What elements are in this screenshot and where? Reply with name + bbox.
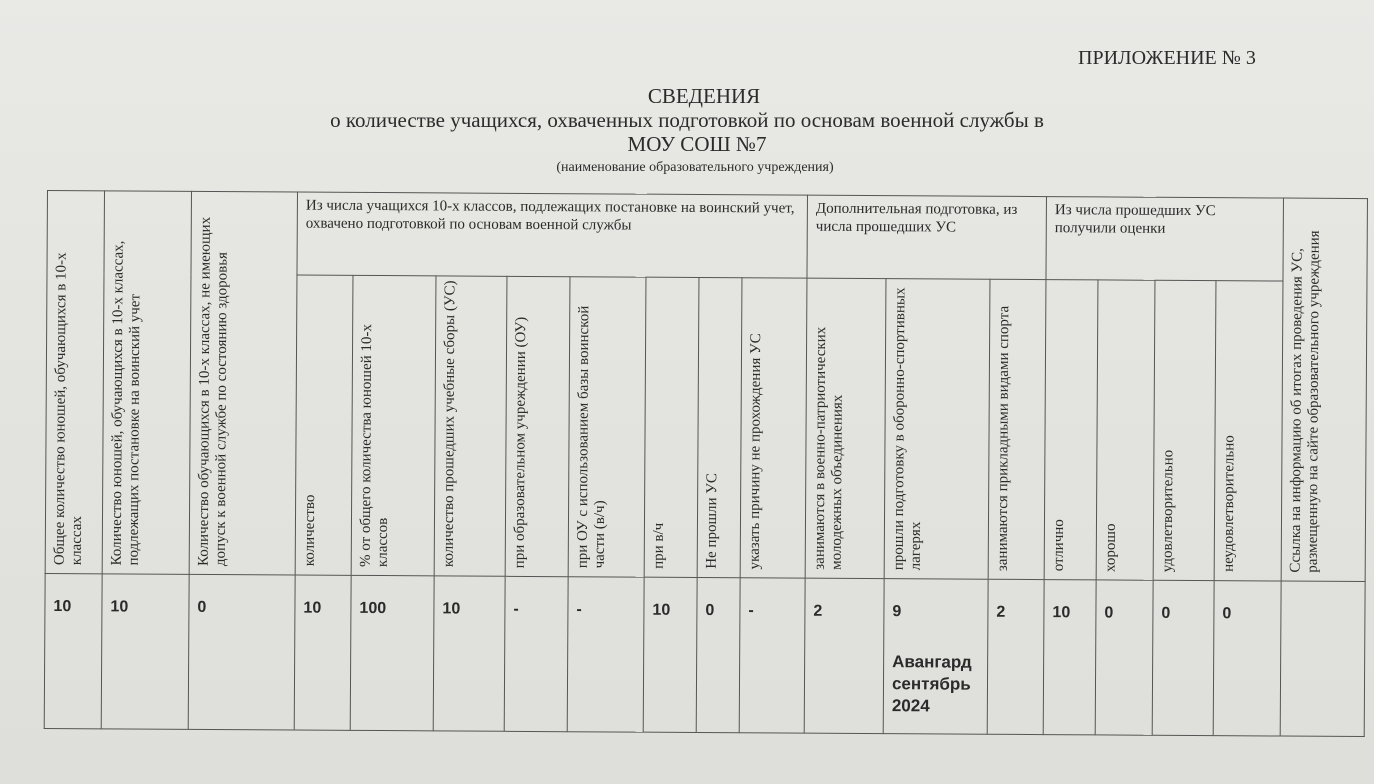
table-row <box>44 573 1365 736</box>
title-line-4: (наименование образовательного учреждения) <box>556 160 834 175</box>
cell-count: 10 <box>294 575 351 730</box>
header-excellent: отлично <box>1044 280 1098 580</box>
header-group-coverage: Из числа учащихся 10-х классов, подлежащих постановке на воинский учет, охвачено подготовкой по основам военной службы <box>297 192 808 278</box>
header-satisfactory: удовлетворительно <box>1153 280 1216 580</box>
cell-nohealth: 0 <box>188 574 295 730</box>
document-title <box>0 84 1374 180</box>
cell-defense-camps-note: Авангард сентябрь 2024 <box>891 652 972 716</box>
cell-defense-camps <box>883 579 988 735</box>
header-at-vch: при в/ч <box>644 277 699 577</box>
cell-link <box>1280 581 1365 737</box>
header-unsatisfactory: неудовлетворительно <box>1214 281 1283 581</box>
header-group-additional: Дополнительная подготовка, из числа прошедших УС <box>807 195 1047 279</box>
header-defense-camps: прошли подготовку в оборонно-спортивных лагерях <box>884 279 990 580</box>
cell-not-passed: 0 <box>696 577 740 732</box>
cell-at-unit: - <box>567 577 644 732</box>
header-count: количество <box>295 275 353 575</box>
header-reason: указать причину не прохождения УС <box>740 278 807 578</box>
header-camps: количество прошедших учебные сборы (УС) <box>434 276 507 576</box>
cell-total: 10 <box>44 573 102 728</box>
cell-defense-camps-value: 9 <box>892 603 902 621</box>
header-percent: % от общего количества юношей 10-х классов <box>351 275 436 576</box>
cell-reason: - <box>739 578 805 733</box>
cell-unsatisfactory: 0 <box>1213 581 1281 736</box>
cell-patriotic: 2 <box>804 578 884 733</box>
header-patriotic: занимаются в военно-патриотических молодежных объединениях <box>805 278 886 578</box>
header-link: Ссылка на информацию об итогах проведения УС, размещенную на сайте образовательного учреждения <box>1281 198 1367 582</box>
cell-at-vch: 10 <box>643 577 697 732</box>
title-line-1: СВЕДЕНИЯ <box>647 84 761 108</box>
appendix-label: ПРИЛОЖЕНИЕ № 3 <box>1078 47 1256 69</box>
cell-sports: 2 <box>987 579 1044 734</box>
cell-camps: 10 <box>433 576 505 731</box>
header-subject: Количество юношей, обучающихся в 10-х классах, подлежащих постановке на воинский учет <box>102 191 191 575</box>
cell-at-school: - <box>504 576 568 731</box>
header-nohealth: Количество обучающихся в 10-х классах, не имеющих допуск к военной службе по состоянию здоровья <box>189 191 297 575</box>
header-at-unit: при ОУ с использованием базы воинской части (в/ч) <box>568 277 646 577</box>
header-good: хорошо <box>1096 280 1155 580</box>
title-line-2: о количестве учащихся, охваченных подготовкой по основам военной службы в <box>330 108 1044 132</box>
cell-subject: 10 <box>101 574 189 730</box>
cell-good: 0 <box>1095 580 1153 735</box>
cell-satisfactory: 0 <box>1152 580 1214 735</box>
header-at-school: при образовательном учреждении (ОУ) <box>505 276 570 576</box>
cell-percent: 100 <box>350 575 434 731</box>
cell-excellent: 10 <box>1043 580 1096 735</box>
header-group-grades: Из числа прошедших УС получили оценки <box>1046 197 1284 281</box>
title-line-3: МОУ СОШ №7 <box>627 132 767 156</box>
header-sports: занимаются прикладными видами спорта <box>988 279 1046 579</box>
stats-table <box>44 190 1368 737</box>
header-total: Общее количество юношей, обучающихся в 10-х классах <box>45 191 104 574</box>
header-not-passed: Не прошли УС <box>697 277 742 577</box>
